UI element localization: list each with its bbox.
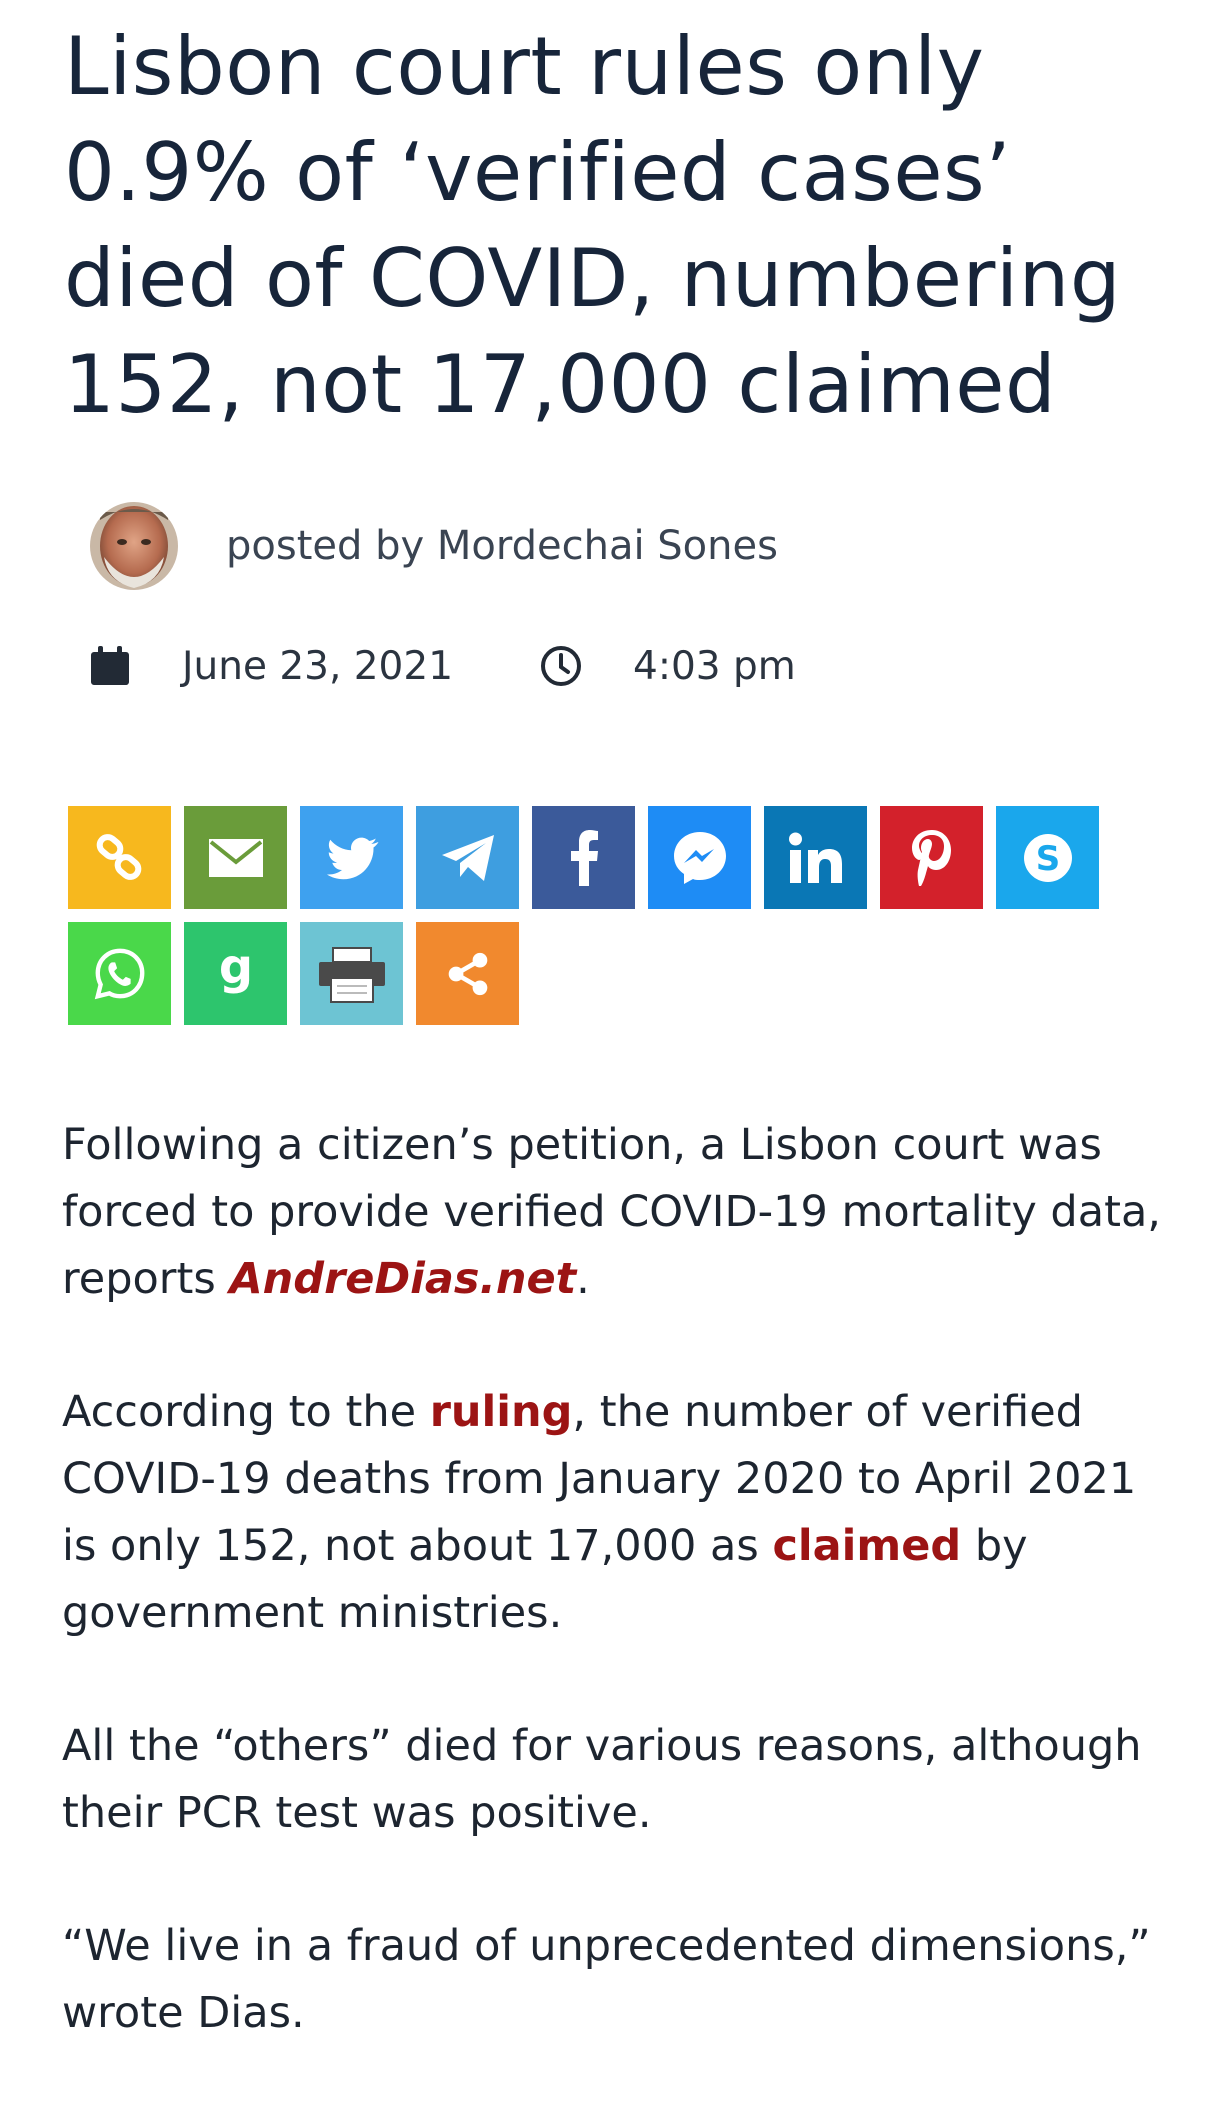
- calendar-icon: [88, 644, 132, 688]
- whatsapp-icon: [91, 945, 149, 1003]
- post-meta: [88, 636, 796, 696]
- share-nodes-icon: [445, 951, 491, 997]
- paragraph-2-text-b: , the number of verified COVID-19 deaths from January 2020 to April 2021 is only 152, not about 17,000 as: [62, 1387, 1137, 1571]
- skype-share-button[interactable]: [996, 806, 1099, 909]
- twitter-bird-icon: [322, 828, 382, 888]
- gab-share-button[interactable]: [184, 922, 287, 1025]
- paragraph-4: “We live in a fraud of unprecedented dimensions,” wrote Dias.: [62, 1921, 1151, 2038]
- printer-icon: [317, 944, 387, 1004]
- copy-link-button[interactable]: [68, 806, 171, 909]
- paragraph-1-text: Following a citizen’s petition, a Lisbon court was forced to provide verified COVID-19 mortality data, reports: [62, 1120, 1161, 1304]
- paper-plane-icon: [440, 833, 496, 883]
- skype-s-icon: [1020, 830, 1076, 886]
- pinterest-p-icon: [910, 828, 954, 888]
- envelope-icon: [208, 838, 264, 878]
- gab-g-icon: [213, 946, 259, 1002]
- paragraph-2-text-c: by government ministries.: [62, 1521, 1028, 1638]
- author-byline: [90, 498, 778, 594]
- messenger-share-button[interactable]: [648, 806, 751, 909]
- facebook-f-icon: [569, 830, 599, 886]
- messenger-icon: [670, 828, 730, 888]
- pinterest-share-button[interactable]: [880, 806, 983, 909]
- paragraph-1: [62, 1112, 1172, 1313]
- post-date: June 23, 2021: [182, 643, 454, 689]
- print-button[interactable]: [300, 922, 403, 1025]
- source-link[interactable]: AndreDias.net: [229, 1254, 577, 1304]
- author-avatar[interactable]: [90, 502, 178, 590]
- svg-text:S: S: [1035, 838, 1060, 879]
- clock-icon: [539, 644, 583, 688]
- twitter-share-button[interactable]: [300, 806, 403, 909]
- article-title: Lisbon court rules only 0.9% of ‘verified cases’ died of COVID, numbering 152, not 17,000 claimed: [64, 20, 1122, 431]
- email-share-button[interactable]: [184, 806, 287, 909]
- facebook-share-button[interactable]: [532, 806, 635, 909]
- ruling-link[interactable]: ruling: [429, 1387, 573, 1437]
- linkedin-in-icon: [788, 832, 844, 884]
- telegram-share-button[interactable]: [416, 806, 519, 909]
- paragraph-3: All the “others” died for various reasons, although their PCR test was positive.: [62, 1721, 1142, 1838]
- whatsapp-share-button[interactable]: [68, 922, 171, 1025]
- paragraph-1-end: .: [576, 1254, 590, 1304]
- author-name[interactable]: posted by Mordechai Sones: [226, 523, 778, 569]
- post-time: 4:03 pm: [633, 643, 796, 689]
- paragraph-2-text-a: According to the: [62, 1387, 430, 1437]
- paragraph-2: [62, 1379, 1172, 1647]
- claimed-link[interactable]: claimed: [772, 1521, 962, 1571]
- link-icon: [95, 833, 145, 883]
- more-share-button[interactable]: [416, 922, 519, 1025]
- article-body: [62, 1112, 1172, 2113]
- svg-text:g: g: [218, 945, 253, 995]
- linkedin-share-button[interactable]: [764, 806, 867, 909]
